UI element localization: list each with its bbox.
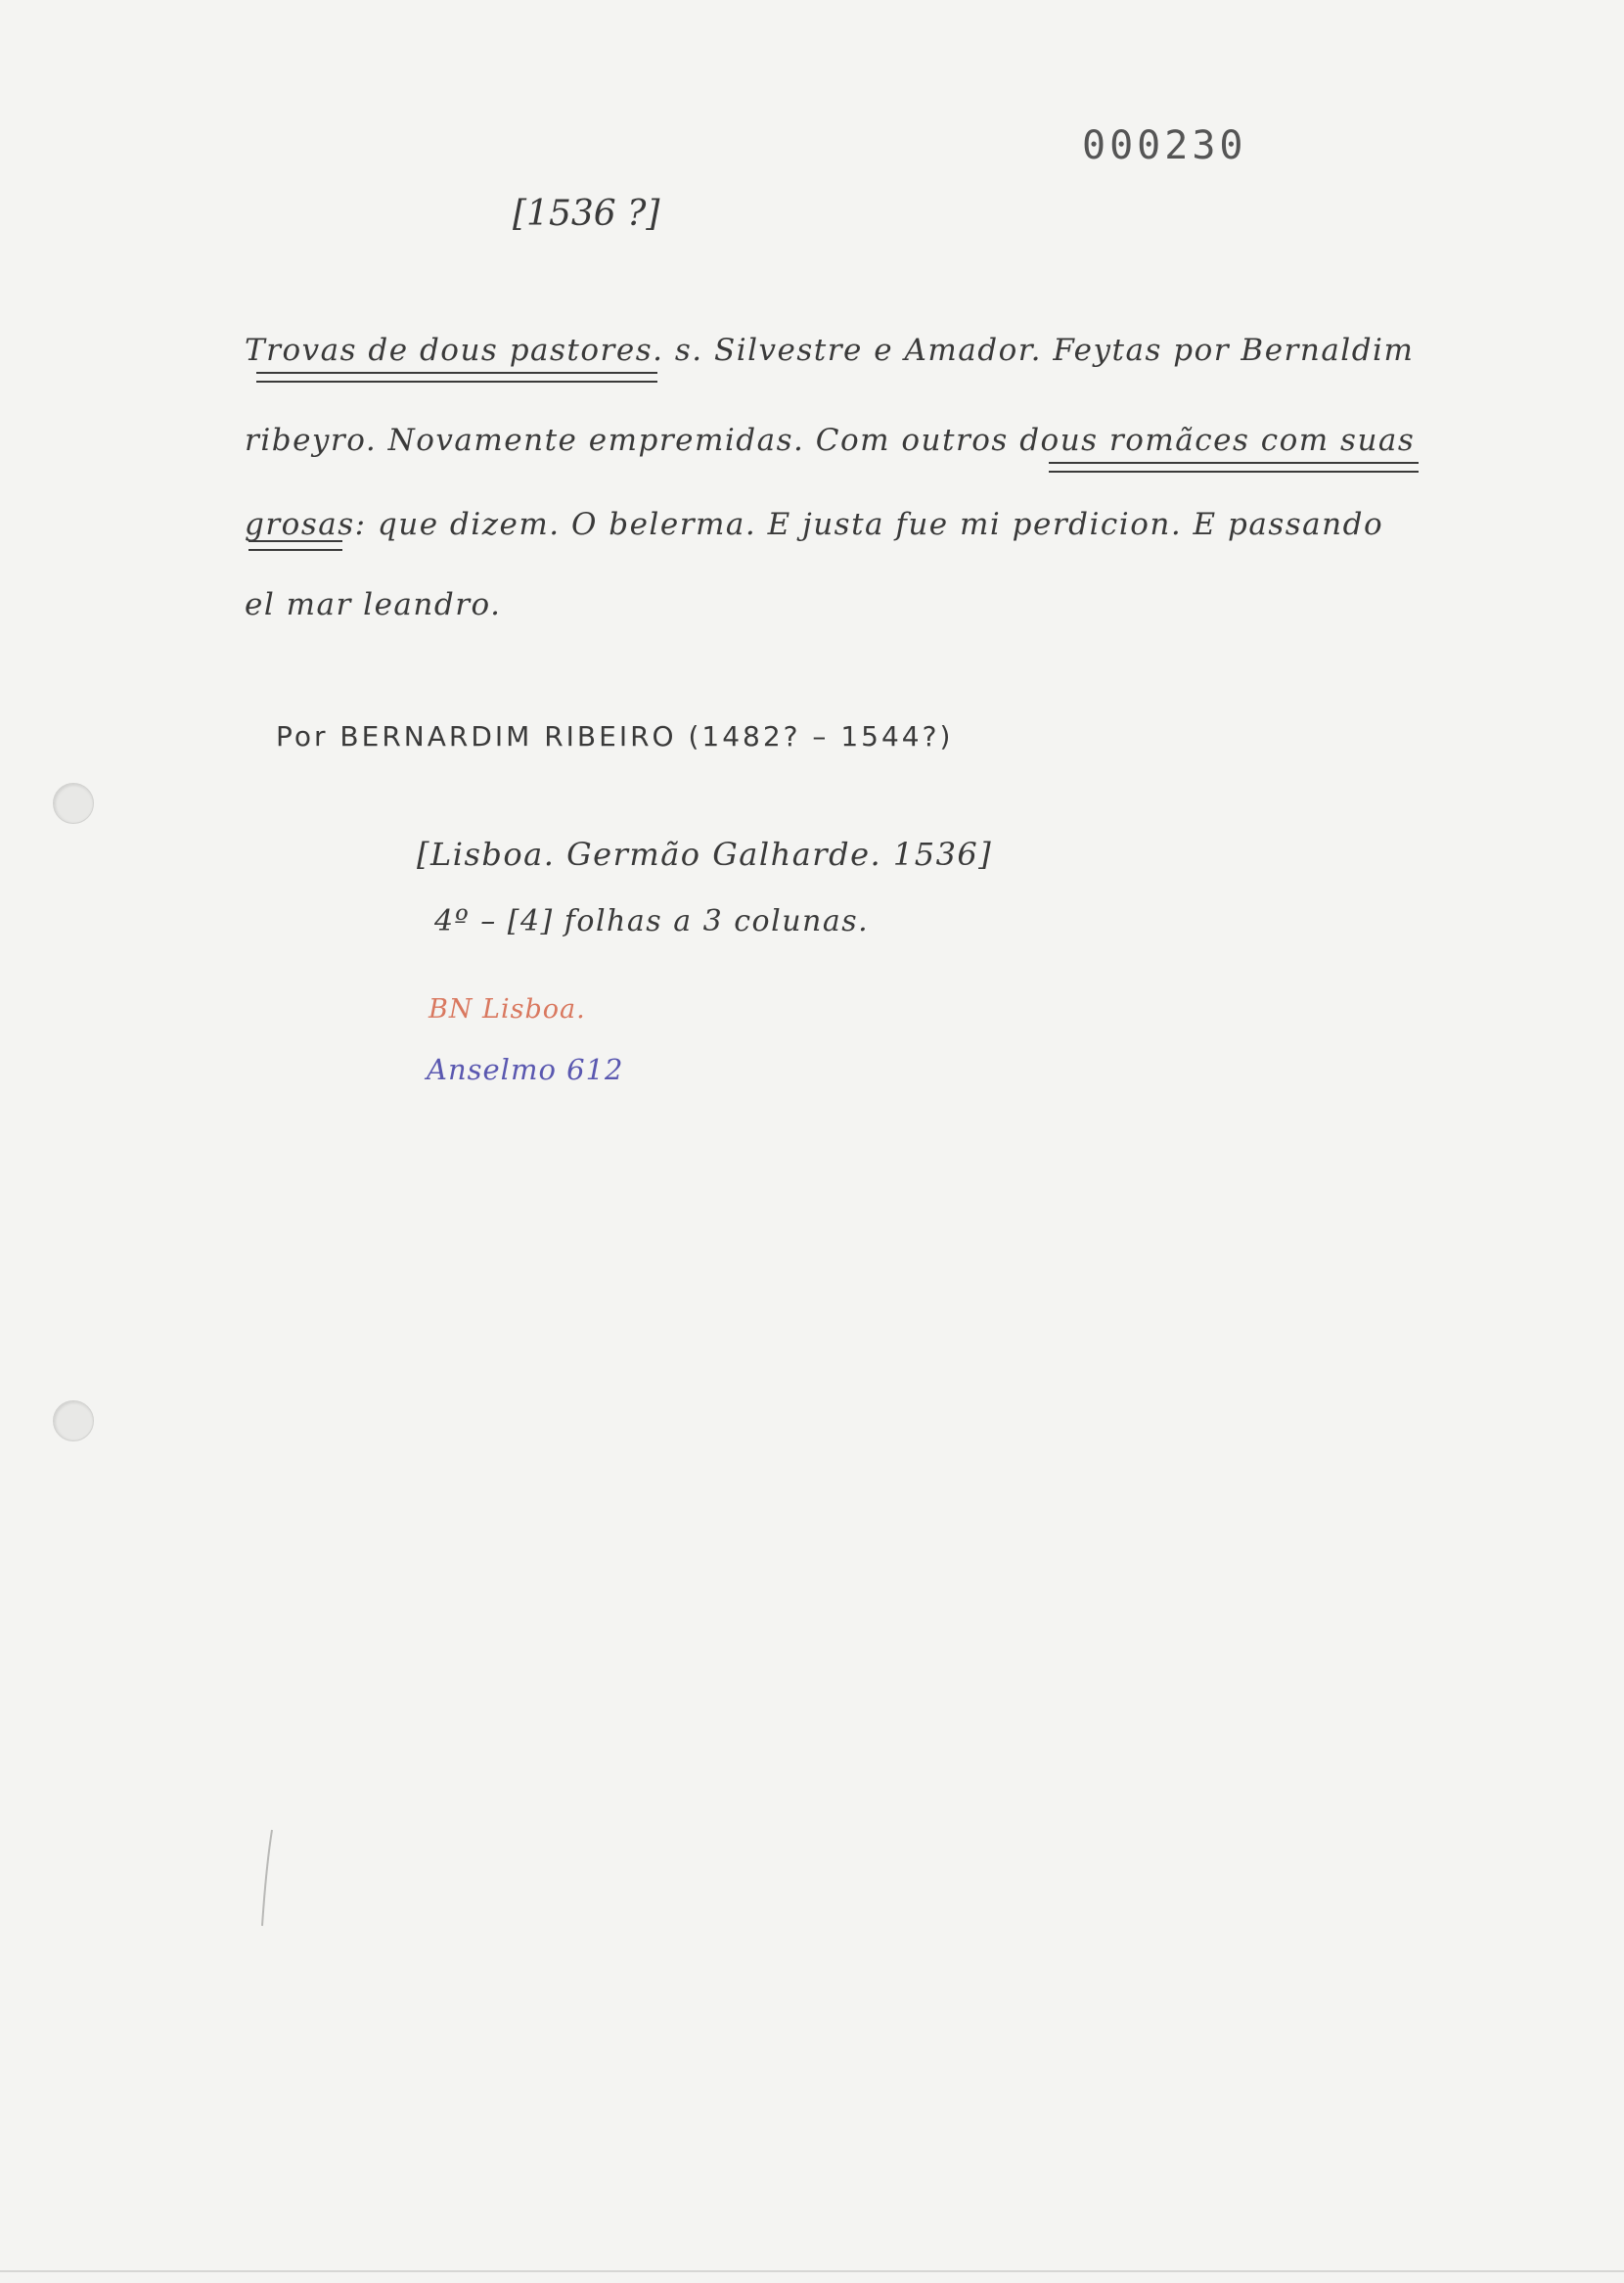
format: 4º – [4] folhas a 3 colunas. <box>434 904 870 938</box>
underline-title <box>256 372 657 383</box>
underline-romances <box>1049 462 1419 473</box>
pencil-stroke <box>256 1828 280 1936</box>
author-line: Por BERNARDIM RIBEIRO (1482? – 1544?) <box>276 720 954 753</box>
title-line-1: Trovas de dous pastores. s. Silvestre e Amador. Feytas por Bernaldim <box>245 333 1415 368</box>
page-bottom-edge <box>0 2270 1624 2272</box>
library-location: BN Lisboa. <box>429 994 586 1025</box>
bibliographic-reference: Anselmo 612 <box>427 1053 624 1086</box>
underline-grosas <box>248 540 342 551</box>
title-line-3: grosas: que dizem. O belerma. E justa fue mi perdicion. E passando <box>245 507 1384 542</box>
title-line-2: ribeyro. Novamente empremidas. Com outros dous romãces com suas <box>245 423 1416 458</box>
punch-hole-bottom <box>53 1400 94 1441</box>
imprint: [Lisboa. Germão Galharde. 1536] <box>417 836 993 873</box>
title-line-4: el mar leandro. <box>245 587 502 622</box>
date-bracket: [1536 ?] <box>513 194 660 234</box>
punch-hole-top <box>53 783 94 824</box>
catalog-number: 000230 <box>1082 123 1247 168</box>
